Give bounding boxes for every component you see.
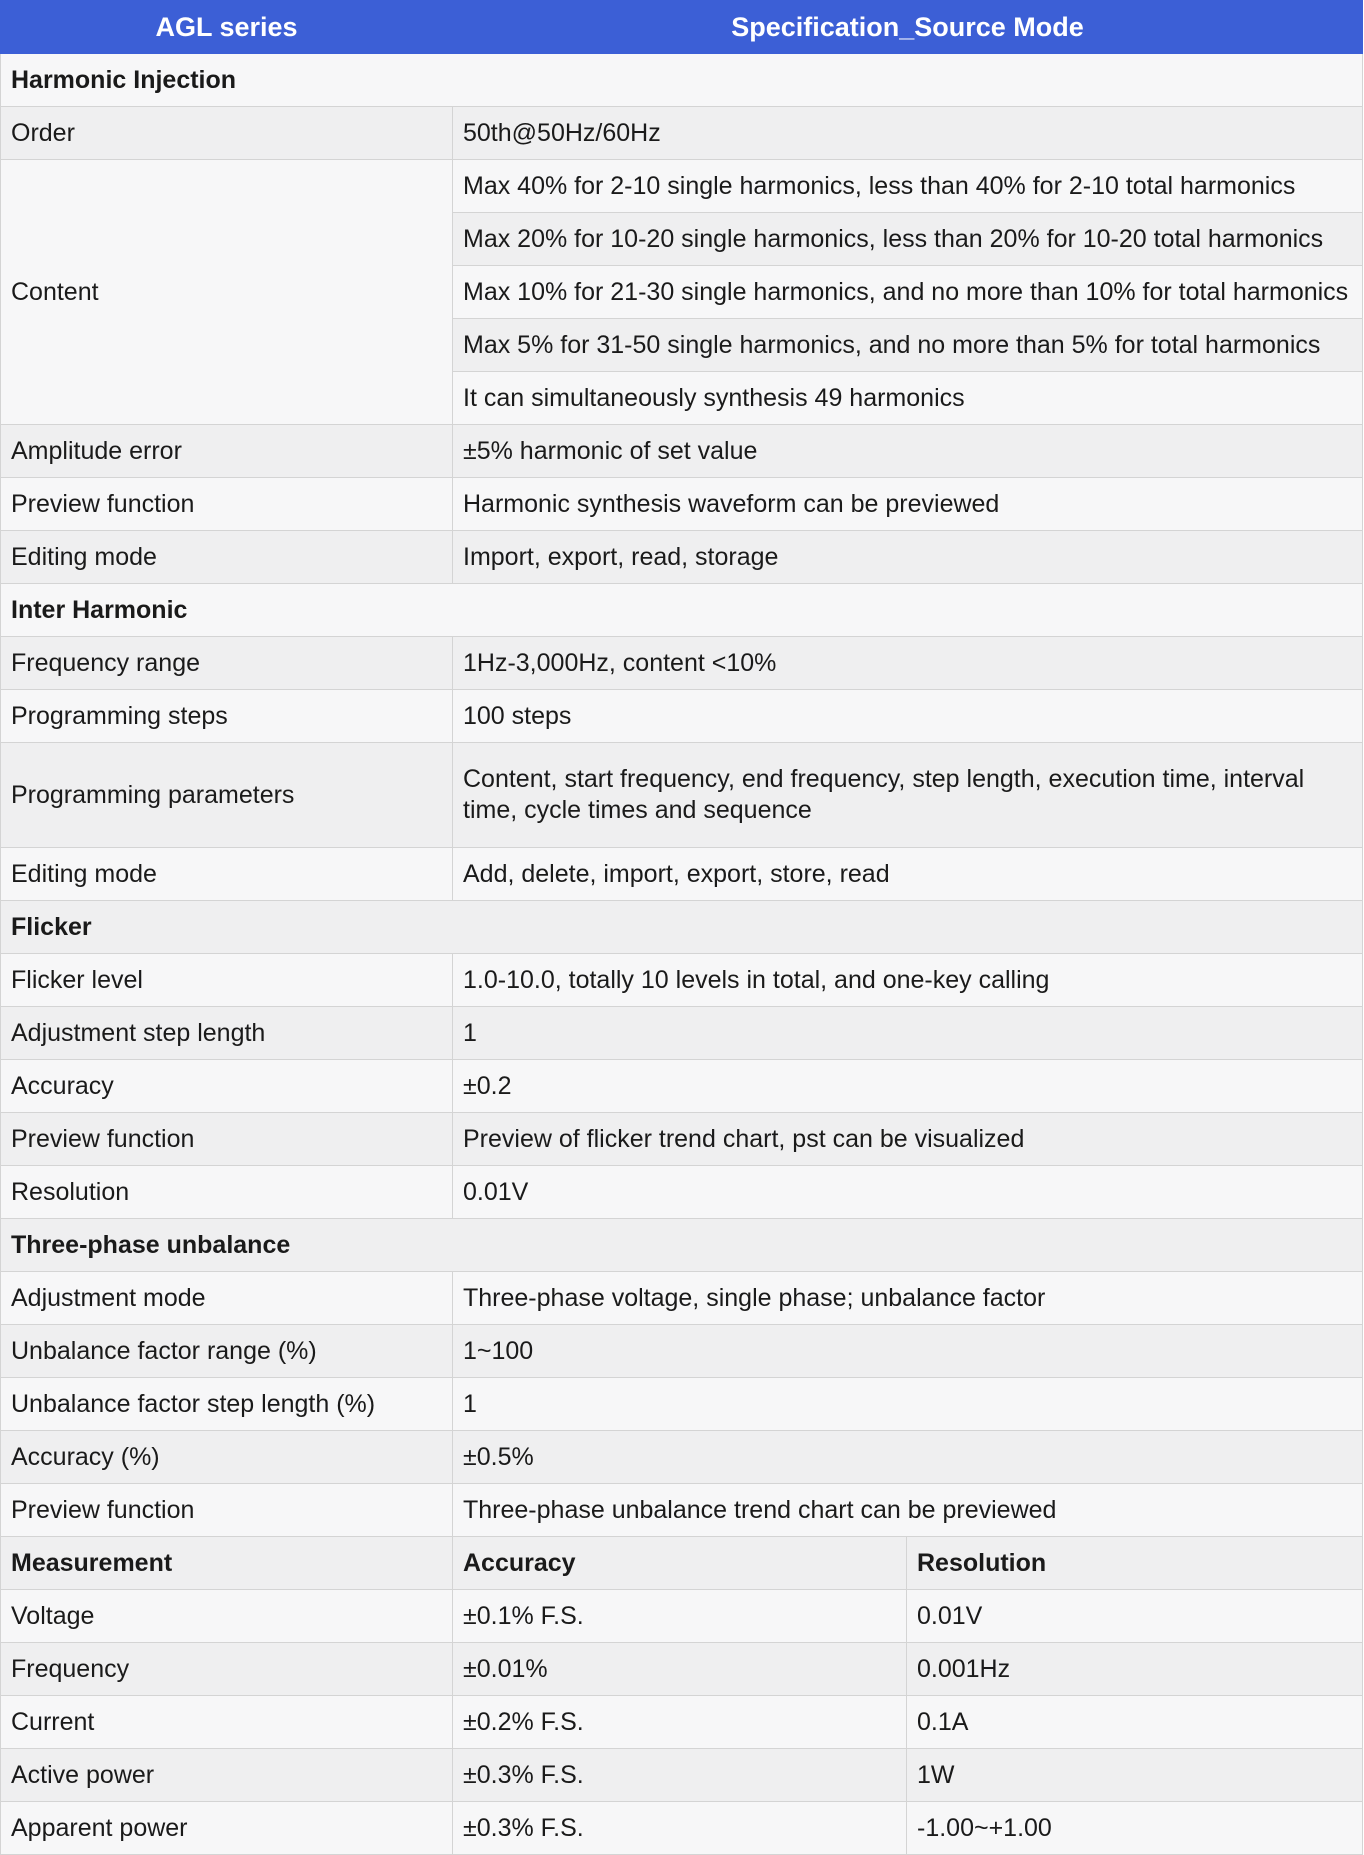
spec-value: 1.0-10.0, totally 10 levels in total, and one-key calling (453, 954, 1363, 1007)
section-title-three-phase-unbalance: Three-phase unbalance (1, 1219, 1363, 1272)
measurement-accuracy: ±0.3% F.S. (453, 1802, 907, 1855)
section-row-measurement (1, 1537, 1363, 1590)
section-row-harmonic-injection (1, 54, 1363, 107)
table-row (1, 954, 1363, 1007)
table-row (1, 1749, 1363, 1802)
table-row (1, 637, 1363, 690)
spec-label: Flicker level (1, 954, 453, 1007)
spec-value: Preview of flicker trend chart, pst can be visualized (453, 1113, 1363, 1166)
spec-label: Preview function (1, 1484, 453, 1537)
spec-value: 1 (453, 1378, 1363, 1431)
measurement-accuracy: ±0.3% F.S. (453, 1749, 907, 1802)
measurement-label: Active power (1, 1749, 453, 1802)
spec-label: Accuracy (%) (1, 1431, 453, 1484)
table-row (1, 478, 1363, 531)
table-row (1, 531, 1363, 584)
header-series: AGL series (1, 1, 453, 54)
table-row (1, 160, 1363, 213)
section-title-harmonic-injection: Harmonic Injection (1, 54, 1363, 107)
spec-label: Adjustment step length (1, 1007, 453, 1060)
measurement-label: Current (1, 1696, 453, 1749)
spec-value: Add, delete, import, export, store, read (453, 848, 1363, 901)
measurement-resolution: 0.01V (907, 1590, 1363, 1643)
section-title-measurement: Measurement (1, 1537, 453, 1590)
spec-label: Amplitude error (1, 425, 453, 478)
spec-value: Three-phase voltage, single phase; unbalance factor (453, 1272, 1363, 1325)
spec-value: ±5% harmonic of set value (453, 425, 1363, 478)
table-row (1, 1643, 1363, 1696)
spec-value: It can simultaneously synthesis 49 harmonics (453, 372, 1363, 425)
table-row (1, 1166, 1363, 1219)
table-row (1, 1484, 1363, 1537)
spec-value: Content, start frequency, end frequency, step length, execution time, interval time, cycle times and sequence (453, 743, 1363, 848)
column-header-resolution: Resolution (907, 1537, 1363, 1590)
spec-label: Editing mode (1, 848, 453, 901)
spec-value: Import, export, read, storage (453, 531, 1363, 584)
spec-value: Max 20% for 10-20 single harmonics, less than 20% for 10-20 total harmonics (453, 213, 1363, 266)
section-row-three-phase-unbalance (1, 1219, 1363, 1272)
spec-label: Content (1, 160, 453, 425)
spec-value: 1Hz-3,000Hz, content <10% (453, 637, 1363, 690)
section-row-flicker (1, 901, 1363, 954)
table-row (1, 425, 1363, 478)
measurement-accuracy: ±0.1% F.S. (453, 1590, 907, 1643)
table-row (1, 1431, 1363, 1484)
spec-value: 0.01V (453, 1166, 1363, 1219)
table-row (1, 1325, 1363, 1378)
spec-label: Adjustment mode (1, 1272, 453, 1325)
section-title-inter-harmonic: Inter Harmonic (1, 584, 1363, 637)
spec-label: Resolution (1, 1166, 453, 1219)
table-header-row (1, 1, 1363, 54)
spec-value: Max 5% for 31-50 single harmonics, and no more than 5% for total harmonics (453, 319, 1363, 372)
spec-value: 50th@50Hz/60Hz (453, 107, 1363, 160)
spec-value: 1 (453, 1007, 1363, 1060)
spec-label: Accuracy (1, 1060, 453, 1113)
table-row (1, 743, 1363, 848)
measurement-resolution: -1.00~+1.00 (907, 1802, 1363, 1855)
table-row (1, 1113, 1363, 1166)
spec-label: Programming steps (1, 690, 453, 743)
spec-value: 1~100 (453, 1325, 1363, 1378)
measurement-accuracy: ±0.2% F.S. (453, 1696, 907, 1749)
spec-value: Max 40% for 2-10 single harmonics, less than 40% for 2-10 total harmonics (453, 160, 1363, 213)
spec-value: 100 steps (453, 690, 1363, 743)
spec-label: Unbalance factor range (%) (1, 1325, 453, 1378)
spec-label: Preview function (1, 1113, 453, 1166)
spec-label: Programming parameters (1, 743, 453, 848)
measurement-resolution: 0.1A (907, 1696, 1363, 1749)
spec-label: Order (1, 107, 453, 160)
table-row (1, 1272, 1363, 1325)
table-row (1, 690, 1363, 743)
table-row (1, 107, 1363, 160)
table-row (1, 1060, 1363, 1113)
spec-value: Max 10% for 21-30 single harmonics, and no more than 10% for total harmonics (453, 266, 1363, 319)
spec-value: ±0.5% (453, 1431, 1363, 1484)
table-row (1, 1802, 1363, 1855)
measurement-label: Voltage (1, 1590, 453, 1643)
spec-label: Preview function (1, 478, 453, 531)
section-row-inter-harmonic (1, 584, 1363, 637)
spec-label: Frequency range (1, 637, 453, 690)
table-row (1, 1590, 1363, 1643)
column-header-accuracy: Accuracy (453, 1537, 907, 1590)
measurement-resolution: 1W (907, 1749, 1363, 1802)
measurement-label: Apparent power (1, 1802, 453, 1855)
spec-value: Three-phase unbalance trend chart can be previewed (453, 1484, 1363, 1537)
spec-label: Editing mode (1, 531, 453, 584)
table-row (1, 1378, 1363, 1431)
spec-label: Unbalance factor step length (%) (1, 1378, 453, 1431)
section-title-flicker: Flicker (1, 901, 1363, 954)
measurement-resolution: 0.001Hz (907, 1643, 1363, 1696)
table-row (1, 1696, 1363, 1749)
table-row (1, 1007, 1363, 1060)
header-specification: Specification_Source Mode (453, 1, 1363, 54)
table-row (1, 848, 1363, 901)
spec-value: Harmonic synthesis waveform can be previewed (453, 478, 1363, 531)
measurement-accuracy: ±0.01% (453, 1643, 907, 1696)
spec-value: ±0.2 (453, 1060, 1363, 1113)
measurement-label: Frequency (1, 1643, 453, 1696)
